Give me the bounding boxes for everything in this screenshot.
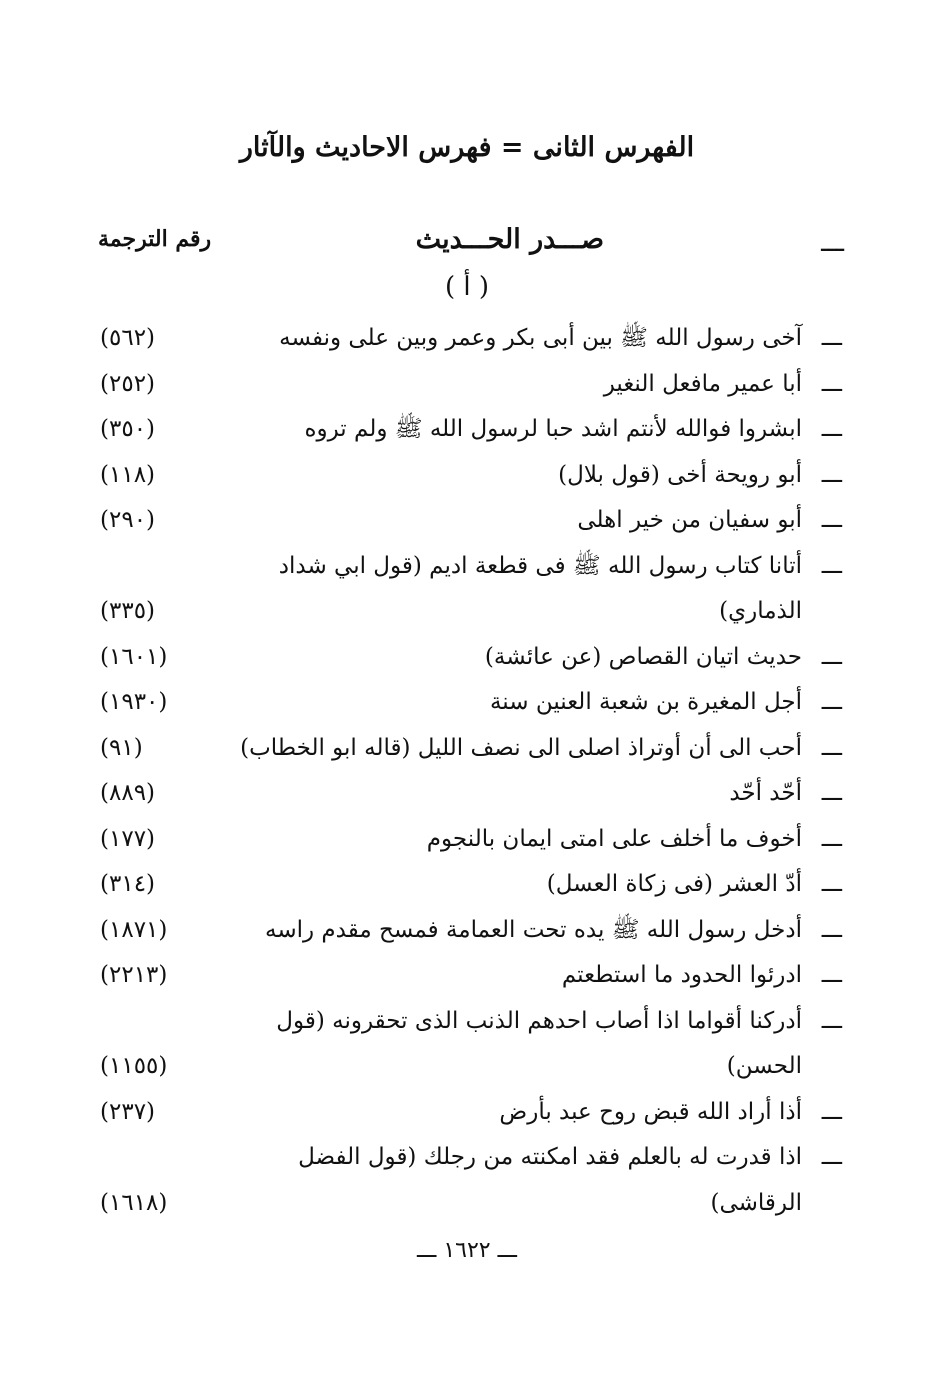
list-item — [100, 680, 842, 726]
entry-text: ادرئوا الحدود ما استطعتم — [561, 962, 802, 988]
entry-text: أبو سفيان من خير اهلى — [577, 507, 802, 533]
entry-number: (١١٨) — [100, 461, 156, 488]
section-letter: ( أ ) — [444, 272, 490, 302]
entry-number: (٢٥٢) — [100, 370, 156, 397]
entry-text: أبو رويحة أخى (قول بلال) — [558, 461, 802, 488]
entry-number: (١١٥٥) — [100, 1053, 168, 1079]
entry-text: حديث اتيان القصاص (عن عائشة) — [484, 643, 802, 670]
list-item — [100, 635, 842, 681]
entry-text: أدركنا أقواما اذا أصاب احدهم الذنب الذى تحقرونه (قول الحسن) — [276, 1007, 802, 1079]
entry-text: أدّ العشر (فى زكاة العسل) — [546, 871, 802, 897]
entry-text: اذا قدرت له بالعلم فقد امكنته من رجلك (قول الفضل الرقاشى) — [298, 1144, 802, 1216]
entry-dash: ـــ — [821, 1144, 842, 1170]
entry-number: (٥٦٢) — [100, 325, 156, 351]
entry-number: (١٦٠١) — [100, 643, 168, 670]
page-number: ـــ ١٦٢٢ ـــ — [417, 1238, 517, 1263]
entry-dash: ـــ — [821, 871, 842, 897]
entry-dash: ـــ — [821, 325, 842, 351]
header-dash: ـــ — [821, 228, 844, 258]
list-item — [100, 1135, 842, 1226]
entry-number: (١٩٣٠) — [100, 689, 168, 715]
entry-dash: ـــ — [821, 734, 842, 761]
entry-number: (٢٢١٣) — [100, 962, 168, 988]
entry-text: أذا أراد الله قبض روح عبد بأرض — [499, 1098, 802, 1125]
entry-number: (٢٣٧) — [100, 1098, 156, 1125]
entry-number: (٢٩٠) — [100, 507, 156, 533]
list-item — [100, 908, 842, 954]
entry-number: (٣١٤) — [100, 871, 156, 897]
list-item — [100, 771, 842, 817]
entry-dash: ـــ — [821, 962, 842, 988]
list-item — [100, 817, 842, 863]
list-item — [100, 953, 842, 999]
entry-dash: ـــ — [821, 916, 842, 943]
list-item — [100, 544, 842, 635]
entry-number: (٩١) — [100, 734, 143, 761]
page-title: الفهرس الثانى = فهرس الاحاديث والآثار — [239, 132, 695, 163]
entry-number: (٣٥٠) — [100, 416, 156, 442]
column-header-hadith: صـــدر الحـــديث — [415, 224, 604, 255]
entry-text: آخى رسول الله ﷺ بين أبى بكر وعمر وبين على ونفسه — [279, 325, 802, 351]
list-item — [100, 362, 842, 408]
list-item — [100, 862, 842, 908]
entry-dash: ـــ — [821, 507, 842, 533]
list-item — [100, 407, 842, 453]
entry-dash: ـــ — [821, 416, 842, 442]
entry-text: أحّد أحّد — [729, 780, 802, 806]
column-header-row — [90, 224, 844, 264]
entry-text: أحب الى أن أوتراذ اصلى الى نصف الليل (قاله ابو الخطاب) — [240, 734, 802, 761]
list-item — [100, 999, 842, 1090]
entry-number: (١٦١٨) — [100, 1189, 168, 1216]
entry-number: (٣٣٥) — [100, 598, 156, 624]
entry-text: ابشروا فوالله لأنتم اشد حبا لرسول الله ﷺ ولم تروه — [304, 416, 802, 442]
entry-number: (١٨٧١) — [100, 916, 168, 943]
entry-text: أجل المغيرة بن شعبة العنين سنة — [489, 689, 802, 715]
entry-dash: ـــ — [821, 1007, 842, 1034]
column-header-number: رقم الترجمة — [98, 226, 212, 252]
list-item — [100, 498, 842, 544]
entry-dash: ـــ — [821, 643, 842, 670]
entry-dash: ـــ — [821, 370, 842, 397]
list-item — [100, 726, 842, 772]
entry-text: أبا عمير مافعل النغير — [603, 370, 802, 397]
entry-dash: ـــ — [821, 825, 842, 852]
entry-number: (١٧٧) — [100, 825, 156, 852]
entry-dash: ـــ — [821, 461, 842, 488]
entry-text: أخوف ما أخلف على امتى ايمان بالنجوم — [426, 825, 802, 852]
list-item — [100, 453, 842, 499]
entry-number: (٨٨٩) — [100, 780, 156, 806]
entry-dash: ـــ — [821, 552, 842, 579]
entry-text: أدخل رسول الله ﷺ يده تحت العمامة فمسح مقدم راسه — [265, 916, 802, 943]
entry-dash: ـــ — [821, 689, 842, 715]
entry-dash: ـــ — [821, 1098, 842, 1125]
list-item — [100, 1090, 842, 1136]
entry-text: أتانا كتاب رسول الله ﷺ فى قطعة اديم (قول ابي شداد الذماري) — [278, 552, 802, 624]
list-item — [100, 316, 842, 362]
entry-dash: ـــ — [821, 780, 842, 806]
hadith-index-list — [100, 316, 842, 1226]
